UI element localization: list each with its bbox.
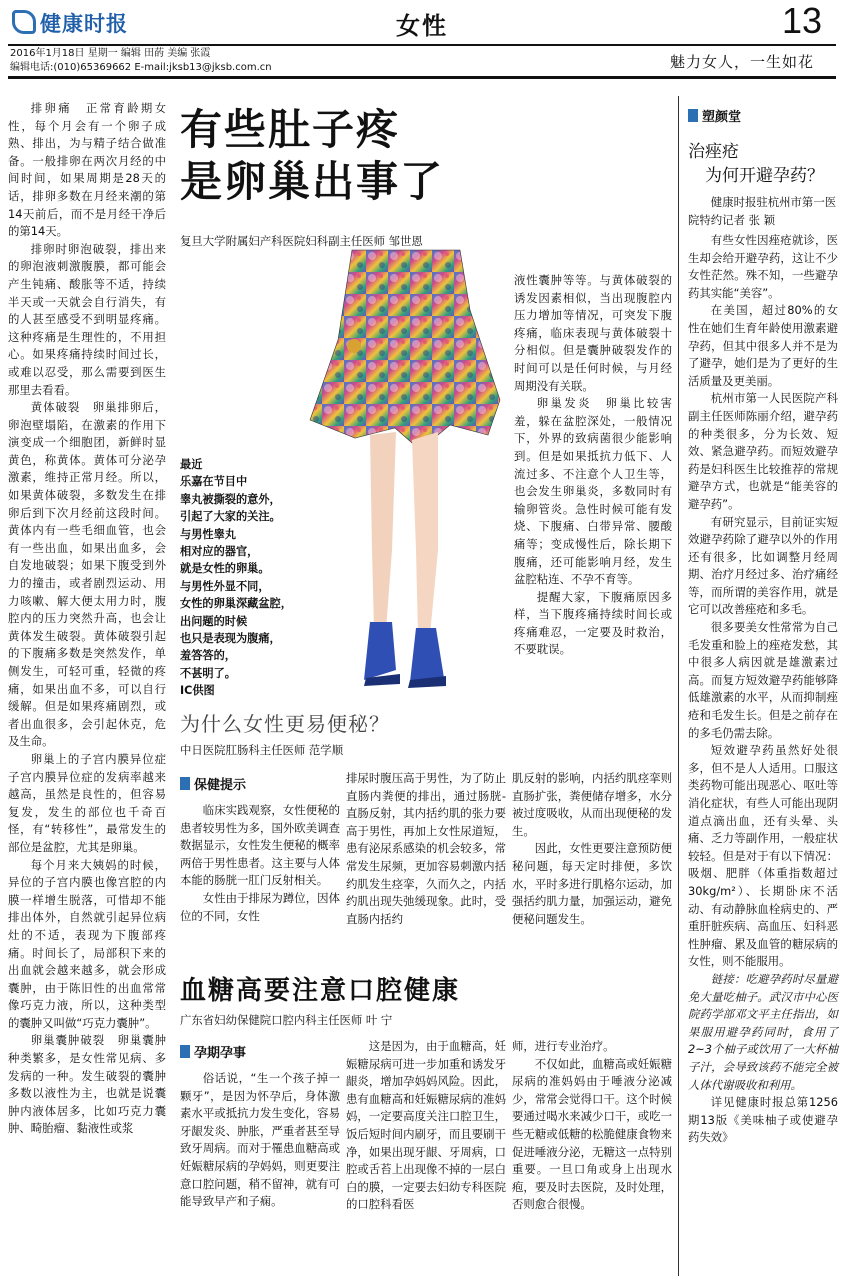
sidebar-divider (678, 96, 679, 1276)
pull-quote-line: 引起了大家的关注。 (180, 510, 281, 524)
article3-column-2 (346, 1038, 506, 1283)
pull-quote-line: 出问题的时候 (180, 614, 248, 628)
article2-section-tag: 保健提示 (180, 774, 246, 793)
paragraph: 女性由于排尿为蹲位，因体位的不同，女性 (180, 890, 340, 923)
paragraph: 因此，女性更要注意预防便秘问题，每天定时排便，多饮水，平时多进行肌格尔运动，加强括约肌力量，加强运动，避免便秘问题发生。 (512, 841, 672, 926)
paragraph: 排卵痛 正常育龄期女性，每个月会有一个卵子成熟、排出，为与精子结合做准备。一般排卵在两次月经的中间时间，如果周期是28天的话，排卵多数在月经来潮的第14天前后，而不是月经干净后的第14天。 (8, 101, 166, 239)
paragraph: 有些女性因痤疮就诊，医生却会给开避孕药，这让不少女性茫然。殊不知，一些避孕药其实能“美容”。 (688, 233, 838, 300)
tag-square-icon (180, 777, 190, 790)
article2-column-2 (346, 770, 506, 970)
pull-quote-line: 不甚明了。 (180, 666, 236, 680)
pull-quote-line: 乐嘉在节目中 (180, 475, 248, 489)
pull-quote-line: 最近 (180, 458, 203, 471)
paragraph: 不仅如此，血糖高或妊娠糖尿病的准妈妈由于唾液分泌减少，常常会觉得口干。这个时候要通过喝水来减少口干，或吃一些无糖或低糖的松脆健康食物来促进唾液分泌，无糖这一点特别重要。一旦口角或身上出现水疱，要及时去医院，及时处理，否则愈合很慢。 (512, 1056, 672, 1212)
sidebar-byline: 健康时报驻杭州市第一医院特约记者 张 颖 (688, 195, 837, 227)
header-rule (8, 44, 836, 46)
paragraph: 液性囊肿等等。与黄体破裂的诱发因素相似，当出现腹腔内压力增加等情况，可突发下腹疼痛，临床表现与黄体破裂十分相似。但是囊肿破裂发作的时间可以是任何时候，与月经周期没有关联。 (514, 273, 672, 393)
main-byline: 复旦大学附属妇产科医院妇科副主任医师 邹世恩 (180, 234, 423, 248)
paragraph: 师，进行专业治疗。 (512, 1039, 615, 1053)
header-rule-bottom (8, 76, 836, 79)
article2-column-1 (180, 802, 340, 972)
page-number: 13 (782, 0, 823, 41)
pull-quote-line: 与男性睾丸 (180, 527, 236, 541)
sidebar-article-body (688, 232, 838, 1282)
paragraph: 黄体破裂 卵巢排卵后，卵泡壁塌陷，在激素的作用下演变成一个细胞团，新鲜时显黄色，称黄体。黄体可分泌孕激素，维持正常月经。所以，如果黄体破裂，多数发生在排卵后到下次月经前这段时间。黄体内有一些毛细血管，也会有一些出血，如果出血多，会自发地破裂；如果下腹受到外力的撞击，或者剧烈运动、用力咳嗽、解大便太用力时，腹腔内的压力突然升高，也会让黄体发生破裂。黄体破裂引起的下腹痛多数是突然发作，单侧发生，可轻可重，轻微的疼痛，如果出血不多，可以自行缓解。但是如果疼痛剧烈，或者出血很多，会引起休克，危及生命。 (8, 400, 166, 749)
main-article-column-1 (8, 100, 178, 1280)
pull-quote-line: 羞答答的， (180, 649, 236, 663)
article3-column-3 (512, 1038, 672, 1283)
sidebar-section-tag: 塑颜堂 (688, 106, 741, 125)
article3-byline: 广东省妇幼保健院口腔内科主任医师 叶 宁 (180, 1013, 393, 1027)
pull-quote-line: 也只是表现为腹痛， (180, 632, 281, 646)
paragraph: 俗话说，“生一个孩子掉一颗牙”，是因为怀孕后，身体激素水平或抵抗力发生变化，容易牙龈发炎、肿胀，严重者甚至导致牙周病。而对于罹患血糖高或妊娠糖尿病的孕妈妈，则更要注意口腔问题，稍不留神，就有可能导致早产和子痫。 (180, 1071, 340, 1209)
article2-column-3 (512, 770, 672, 970)
model-photo (300, 250, 510, 690)
pull-quote-line: IC供图 (180, 684, 215, 698)
article3-column-1 (180, 1070, 340, 1280)
paragraph: 提醒大家，下腹痛原因多样，当下腹疼痛持续时间长或疼痛难忍，一定要及时救治，不要耽误。 (514, 589, 672, 657)
pull-quote-line: 女性的卵巢深藏盆腔， (180, 597, 292, 611)
logo-icon (12, 10, 36, 34)
masthead-logo: 健康时报 (40, 11, 128, 36)
pull-quote-line: 相对应的器官， (180, 545, 259, 559)
sidebar-headline: 治痤疮 为何开避孕药？ (688, 142, 824, 186)
tag-square-icon (180, 1045, 190, 1058)
main-headline: 有些肚子疼 是卵巢出事了 (180, 105, 445, 206)
sidebar-note: 链接：吃避孕药时尽量避免大量吃柚子。武汉市中心医院药学部邓文平主任指出，如果服用避孕药同时，食用了2~3个柚子或饮用了一大杯柚子汁，会导致该药不能完全被人体代谢吸收和利用。 (688, 971, 838, 1092)
article2-byline: 中日医院肛肠科主任医师 范学顺 (180, 743, 344, 757)
paragraph: 很多要美女性常常为自己毛发重和脸上的痤疮发愁，其中很多人病因就是雄激素过高。而复方短效避孕药能够降低雄激素的水平，从而抑制痤疮和毛发生长。但是之前存在的多毛仍需去除。 (688, 620, 838, 740)
paragraph: 肌反射的影响，内括约肌痉挛则直肠扩张，粪便储存增多，水分被过度吸收，从而出现便秘的发生。 (512, 771, 672, 838)
paragraph: 卵巢囊肿破裂 卵巢囊肿种类繁多，是女性常见病、多发病的一种。发生破裂的囊肿多数以液性为主，也就是说囊肿内液体居多，比如巧克力囊肿、畸胎瘤、黏液性或浆 (8, 1033, 166, 1136)
paragraph: 卵巢上的子宫内膜异位症 子宫内膜异位症的发病率越来越高，虽然是良性的，但容易复发，发生的部位也千奇百怪，有“转移性”，最常发生的部位是盆腔，尤其是卵巢。 (8, 751, 178, 854)
article3-section-tag: 孕期孕事 (180, 1042, 246, 1061)
paragraph: 短效避孕药虽然好处很多，但不是人人适用。口服这类药物可能出现恶心、呕吐等消化症状，有些人可能出现阴道点滴出血，还有头晕、头痛、乏力等副作用，一般症状较轻。但是对于有以下情况：吸烟、肥胖（体重指数超过30kg/m²）、长期卧床不活动、有动静脉血栓病史的、严重肝脏疾病、高血压、妇科恶性肿瘤、累及血管的糖尿病的女性，则不能服用。 (688, 743, 838, 969)
pull-quote (180, 456, 320, 700)
pull-quote-line: 就是女性的卵巢。 (180, 562, 270, 576)
paragraph: 排尿时腹压高于男性，为了防止直肠内粪便的排出，通过肠胱-直肠反射，其内括约肌的张力要高于男性，再加上女性尿道短，患有泌尿系感染的机会较多，常常发生尿频，更加容易刺激内括约肌发生痉挛，久而久之，内括约肌出现失弛缓现象。此时，受直肠内括约 (346, 771, 506, 926)
paragraph: 每个月来大姨妈的时候，异位的子宫内膜也像宫腔的内膜一样增生脱落，可惜却不能排出体外，自然就引起异位病灶的不适，表现为下腹部疼痛。时间长了，局部积下来的出血就会越来越多，就会形成囊肿，由于陈旧性的出血常常像巧克力液，所以，这种类型的囊肿又叫做“巧克力囊肿”。 (8, 857, 166, 1030)
editor-contact: 编辑电话:(010)65369662 E-mail:jksb13@jksb.com.cn (10, 62, 272, 73)
paragraph: 这是因为，由于血糖高，妊娠糖尿病可进一步加重和诱发牙龈炎，增加孕妈妈风险。因此，患有血糖高和妊娠糖尿病的准妈妈，一定要高度关注口腔卫生，饭后短时间内刷牙，而且要刷干净，如果出现牙龈、牙周病，口腔或舌苔上出现像不掉的一层白白的膜，一定要去妇幼专科医院的口腔科看医 (346, 1039, 506, 1212)
paragraph: 卵巢发炎 卵巢比较害羞，躲在盆腔深处，一般情况下，外界的致病菌很少能影响到。但是如果抵抗力低下、人流过多、不注意个人卫生等，也会发生卵巢炎，多数同时有输卵管炎。急性时候可能有发烧、下腹痛、白带异常、腰酸痛等；变成慢性后，除长期下腹痛，还可能影响月经，发生盆腔粘连、不孕不育等。 (514, 396, 672, 587)
tag-square-icon (688, 109, 698, 122)
article2-headline: 为什么女性更易便秘？ (180, 712, 390, 736)
main-article-column-2 (514, 272, 672, 712)
section-title: 女性 (396, 11, 448, 40)
pull-quote-line: 睾丸被撕裂的意外， (180, 492, 281, 506)
paragraph: 杭州市第一人民医院产科副主任医师陈丽介绍，避孕药的种类很多，分为长效、短效、紧急避孕药。而短效避孕药是妇科医生比较推荐的常规避孕方式，也就是“能美容的避孕药”。 (688, 391, 838, 511)
issue-info: 2016年1月18日 星期一 编辑 田菂 美编 张霞 (10, 48, 211, 59)
pull-quote-line: 与男性外显不同， (180, 579, 270, 593)
paragraph: 在美国，超过80%的女性在她们生育年龄使用激素避孕药，但其中很多人并不是为了避孕，她们是为了更好的生活质量及更美丽。 (688, 303, 838, 388)
article3-headline: 血糖高要注意口腔健康 (180, 976, 461, 1006)
page-slogan: 魅力女人，一生如花 (670, 53, 815, 71)
paragraph: 有研究显示，目前证实短效避孕药除了避孕以外的作用还有很多，比如调整月经周期、治疗月经过多、治疗痛经等，而所谓的美容作用，就是它可以改善痤疮和多毛。 (688, 514, 838, 617)
paragraph: 排卵时卵泡破裂，排出来的卵泡液刺激腹膜，都可能会产生钝痛、酸胀等不适，持续半天或一天就会自行消失，有的人甚至感受不到明显疼痛。这种疼痛是生理性的，不用担心。如果疼痛持续时间过长，或难以忍受，那么需要到医生那里去看看。 (8, 241, 166, 397)
sidebar-footer-reference: 详见健康时报总第1256期13版《美味柚子或使避孕药失效》 (688, 1095, 838, 1145)
paragraph: 临床实践观察，女性便秘的患者较男性为多，国外欧美调查数据显示，女性发生便秘的概率两倍于男性患者。这主要与人体本能的肠胱一肛门反射相关。 (180, 803, 340, 888)
